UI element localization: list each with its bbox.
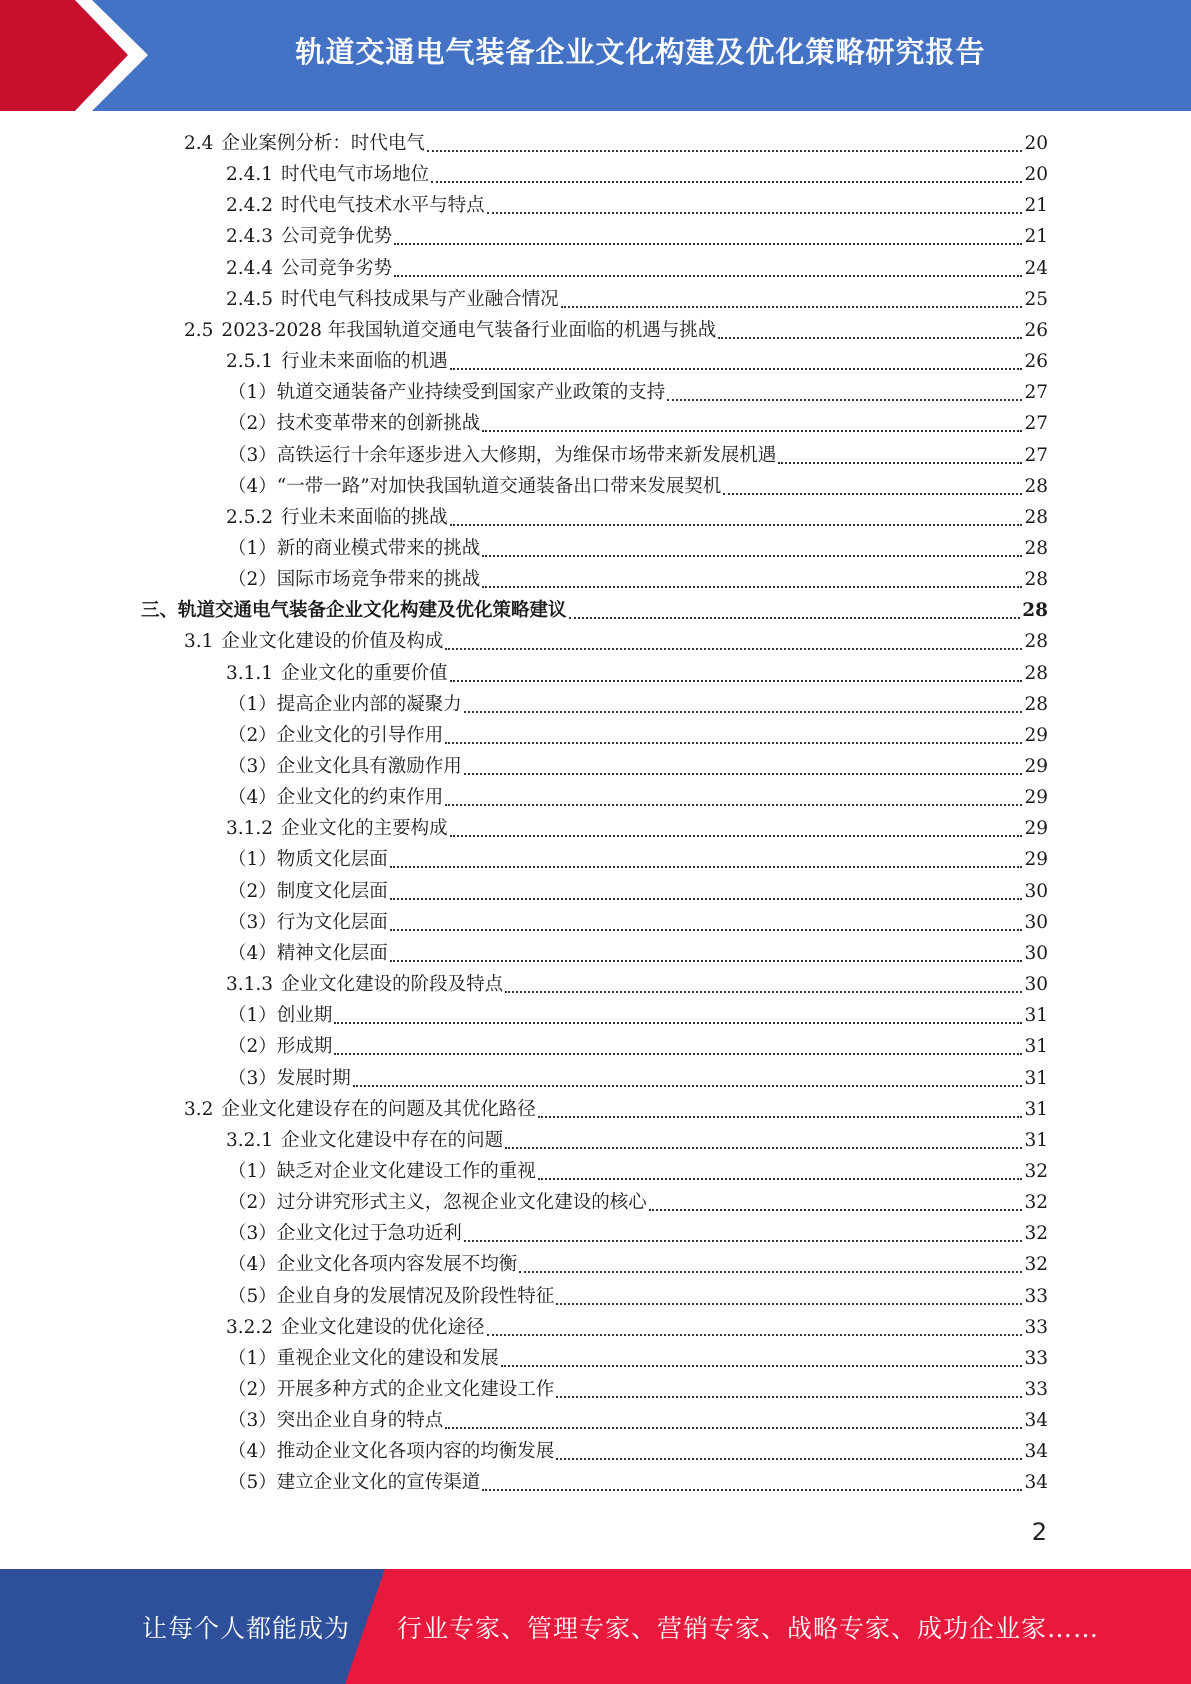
toc-entry-page: 28 <box>1024 631 1048 653</box>
toc-entry-page: 26 <box>1024 351 1048 373</box>
toc-leader-dots <box>538 1156 1023 1187</box>
toc-leader-dots <box>569 595 1021 626</box>
toc-entry-number: （3） <box>228 1067 277 1089</box>
toc-entry[interactable] <box>228 938 1048 969</box>
toc-leader-dots <box>390 876 1023 907</box>
toc-leader-dots <box>390 907 1023 938</box>
toc-leader-dots <box>445 720 1022 751</box>
toc-entry-number: （5） <box>228 1472 277 1494</box>
toc-entry-page: 31 <box>1024 1067 1048 1089</box>
toc-entry-title: 建立企业文化的宣传渠道 <box>276 1472 481 1494</box>
toc-entry[interactable] <box>226 969 1048 1000</box>
toc-entry-page: 31 <box>1024 1036 1048 1058</box>
toc-entry-title: 轨道交通电气装备企业文化构建及优化策略建议 <box>178 600 567 622</box>
toc-entry-title: 公司竞争优势 <box>281 226 393 248</box>
toc-entry-title: 企业文化建设的阶段及特点 <box>281 974 504 996</box>
toc-entry[interactable] <box>228 377 1048 408</box>
toc-leader-dots <box>482 564 1022 595</box>
toc-leader-dots <box>487 190 1023 221</box>
toc-entry[interactable] <box>228 782 1048 813</box>
toc-leader-dots <box>538 1094 1023 1125</box>
toc-entry[interactable] <box>228 844 1048 875</box>
toc-entry-page: 25 <box>1024 288 1048 310</box>
page-number: 2 <box>1031 1518 1047 1546</box>
toc-entry-number: （4） <box>228 1441 277 1463</box>
toc-entry[interactable] <box>228 1063 1048 1094</box>
toc-entry-title: 企业文化过于急功近利 <box>276 1223 462 1245</box>
toc-entry[interactable] <box>228 408 1048 439</box>
toc-entry-number: （4） <box>228 942 277 964</box>
toc-entry-page: 27 <box>1024 413 1048 435</box>
toc-entry-page: 32 <box>1024 1223 1048 1245</box>
toc-entry-page: 26 <box>1024 319 1048 341</box>
toc-entry[interactable] <box>228 471 1048 502</box>
toc-entry[interactable] <box>184 1094 1048 1125</box>
toc-leader-dots <box>519 1249 1022 1280</box>
toc-entry[interactable] <box>228 751 1048 782</box>
toc-entry[interactable] <box>228 1436 1048 1467</box>
toc-leader-dots <box>334 1000 1022 1031</box>
toc-entry[interactable] <box>228 1156 1048 1187</box>
toc-entry-page: 29 <box>1024 818 1048 840</box>
toc-entry-title: 轨道交通装备产业持续受到国家产业政策的支持 <box>276 382 666 404</box>
toc-entry[interactable] <box>184 128 1048 159</box>
toc-entry[interactable] <box>226 221 1048 252</box>
toc-leader-dots <box>487 1312 1023 1343</box>
toc-entry-number: 2.5.1 <box>226 351 274 373</box>
toc-entry[interactable] <box>228 1281 1048 1312</box>
toc-entry-page: 33 <box>1024 1285 1048 1307</box>
toc-entry-title: 国际市场竞争带来的挑战 <box>276 569 481 591</box>
toc-entry-page: 28 <box>1024 662 1048 684</box>
toc-entry[interactable] <box>228 720 1048 751</box>
toc-entry-number: 2.4.2 <box>226 195 274 217</box>
toc-entry-page: 27 <box>1024 444 1048 466</box>
toc-entry-page: 20 <box>1024 164 1048 186</box>
toc-entry-title: 企业文化建设中存在的问题 <box>281 1129 504 1151</box>
toc-entry-page: 20 <box>1024 133 1048 154</box>
toc-entry[interactable] <box>226 658 1048 689</box>
toc-entry-title: 企业文化的重要价值 <box>281 662 448 684</box>
toc-entry-number: 3.1 <box>184 631 214 653</box>
toc-entry-number: （1） <box>228 693 277 715</box>
toc-entry-title: 企业自身的发展情况及阶段性特征 <box>276 1285 555 1307</box>
toc-entry-page: 32 <box>1024 1160 1048 1182</box>
toc-entry[interactable] <box>228 533 1048 564</box>
toc-entry-title: 时代电气科技成果与产业融合情况 <box>281 288 559 310</box>
toc-entry[interactable] <box>228 1000 1048 1031</box>
toc-leader-dots <box>505 1125 1022 1156</box>
toc-leader-dots <box>334 1031 1022 1062</box>
toc-entry-number: （2） <box>228 1036 277 1058</box>
toc-entry-title: 2023-2028 年我国轨道交通电气装备行业面临的机遇与挑战 <box>221 319 717 341</box>
toc-entry-number: 2.4.5 <box>226 288 274 310</box>
toc-leader-dots <box>464 751 1023 782</box>
toc-leader-dots <box>445 626 1022 657</box>
toc-entry-page: 31 <box>1024 1005 1048 1027</box>
toc-entry-page: 30 <box>1024 974 1048 996</box>
toc-entry-page: 33 <box>1024 1316 1048 1338</box>
toc-leader-dots <box>505 969 1022 1000</box>
toc-entry[interactable] <box>228 1249 1048 1280</box>
toc-entry-title: 创业期 <box>276 1005 333 1027</box>
toc-entry-title: 重视企业文化的建设和发展 <box>276 1347 499 1369</box>
toc-entry[interactable] <box>226 1312 1048 1343</box>
toc-entry-page: 28 <box>1024 537 1048 559</box>
toc-entry-page: 29 <box>1024 756 1048 777</box>
toc-entry-number: 3.1.3 <box>226 974 274 996</box>
toc-entry-page: 28 <box>1024 475 1048 497</box>
toc-entry-number: 2.4.4 <box>226 257 274 279</box>
toc-entry-title: 新的商业模式带来的挑战 <box>276 537 481 559</box>
toc-entry-number: （2） <box>228 569 277 591</box>
toc-entry-number: （1） <box>228 1160 277 1182</box>
toc-entry-title: 提高企业内部的凝聚力 <box>276 693 462 715</box>
toc-entry[interactable] <box>228 1343 1048 1374</box>
toc-entry-page: 24 <box>1024 257 1048 279</box>
toc-leader-dots <box>482 1467 1022 1498</box>
toc-entry[interactable] <box>226 813 1048 844</box>
toc-entry-title: 形成期 <box>276 1036 333 1058</box>
toc-entry[interactable] <box>228 1218 1048 1249</box>
toc-entry-title: 公司竞争劣势 <box>281 257 393 279</box>
toc-entry-title: 行业未来面临的机遇 <box>281 351 448 373</box>
toc-leader-dots <box>353 1063 1023 1094</box>
toc-entry-title: “一带一路”对加快我国轨道交通装备出口带来发展契机 <box>276 475 722 497</box>
toc-entry[interactable] <box>226 159 1048 190</box>
toc-entry[interactable] <box>226 253 1048 284</box>
toc-leader-dots <box>450 502 1023 533</box>
toc-entry-number: （1） <box>228 537 277 559</box>
toc-entry-page: 29 <box>1024 849 1048 871</box>
toc-entry-number: （1） <box>228 849 277 871</box>
toc-entry[interactable] <box>184 626 1048 657</box>
toc-entry[interactable] <box>228 1031 1048 1062</box>
toc-leader-dots <box>427 128 1023 159</box>
toc-entry-page: 32 <box>1024 1192 1048 1214</box>
toc-entry-page: 32 <box>1024 1254 1048 1276</box>
toc-entry-title: 行为文化层面 <box>276 911 388 933</box>
toc-entry[interactable] <box>228 907 1048 938</box>
toc-leader-dots <box>718 315 1022 346</box>
toc-entry-title: 精神文化层面 <box>276 942 388 964</box>
toc-entry-page: 34 <box>1024 1472 1048 1494</box>
toc-leader-dots <box>394 221 1022 252</box>
toc-entry-title: 物质文化层面 <box>276 849 388 871</box>
toc-entry[interactable] <box>226 502 1048 533</box>
toc-leader-dots <box>556 1436 1022 1467</box>
toc-entry[interactable] <box>228 564 1048 595</box>
toc-entry-page: 29 <box>1024 787 1048 809</box>
toc-entry-page: 34 <box>1024 1410 1048 1432</box>
toc-leader-dots <box>450 346 1023 377</box>
toc-leader-dots <box>445 782 1022 813</box>
toc-entry-title: 企业文化的约束作用 <box>276 787 444 809</box>
toc-entry[interactable] <box>228 689 1048 720</box>
toc-entry[interactable] <box>226 1125 1048 1156</box>
toc-entry-page: 34 <box>1024 1441 1048 1463</box>
toc-entry-number: 三、 <box>141 600 179 622</box>
toc-entry-title: 行业未来面临的挑战 <box>281 506 448 528</box>
page-footer <box>0 1569 1191 1684</box>
toc-entry-number: 2.4 <box>184 133 214 154</box>
toc-entry-title: 技术变革带来的创新挑战 <box>276 413 481 435</box>
toc-leader-dots <box>390 938 1023 969</box>
toc-entry-number: （1） <box>228 1005 277 1027</box>
document-title: 轨道交通电气装备企业文化构建及优化策略研究报告 <box>295 35 986 69</box>
toc-entry-number: （5） <box>228 1285 277 1307</box>
toc-entry-title: 企业文化的引导作用 <box>276 724 444 746</box>
toc-entry-number: （4） <box>228 787 277 809</box>
toc-entry-page: 30 <box>1024 911 1048 933</box>
toc-entry-title: 企业文化建设的价值及构成 <box>221 631 444 653</box>
toc-entry-page: 29 <box>1024 724 1048 746</box>
toc-entry-number: 2.5 <box>184 319 214 341</box>
toc-entry-number: （4） <box>228 475 277 497</box>
toc-entry-title: 高铁运行十余年逐步进入大修期，为维保市场带来新发展机遇 <box>276 444 777 466</box>
toc-entry-page: 28 <box>1024 693 1048 715</box>
footer-slogan-right: 行业专家、管理专家、营销专家、战略专家、成功企业家…… <box>397 1613 1100 1643</box>
toc-entry-number: （1） <box>228 382 277 404</box>
toc-entry-page: 27 <box>1024 382 1048 404</box>
toc-entry-page: 28 <box>1024 569 1048 591</box>
toc-entry[interactable] <box>141 595 1048 626</box>
toc-entry-number: （1） <box>228 1347 277 1369</box>
toc-entry-number: （2） <box>228 724 277 746</box>
toc-entry-number: （2） <box>228 413 277 435</box>
toc-entry-number: （3） <box>228 911 277 933</box>
toc-entry-number: （3） <box>228 444 277 466</box>
toc-leader-dots <box>556 1281 1022 1312</box>
toc-entry-title: 发展时期 <box>276 1067 351 1089</box>
toc-entry-title: 企业文化建设存在的问题及其优化路径 <box>221 1098 536 1120</box>
toc-entry-title: 制度文化层面 <box>276 880 388 902</box>
toc-entry-page: 33 <box>1024 1379 1048 1400</box>
toc-entry[interactable] <box>184 315 1048 346</box>
toc-entry[interactable] <box>228 1405 1048 1436</box>
toc-entry-number: （2） <box>228 1379 277 1400</box>
toc-entry-number: （4） <box>228 1254 277 1276</box>
toc-leader-dots <box>778 440 1022 471</box>
toc-entry-number: （2） <box>228 880 277 902</box>
toc-leader-dots <box>390 844 1023 875</box>
toc-entry-page: 21 <box>1024 195 1048 217</box>
toc-entry-number: 2.4.1 <box>226 164 274 186</box>
toc-entry-title: 时代电气市场地位 <box>281 164 430 186</box>
toc-leader-dots <box>394 253 1022 284</box>
toc-entry[interactable] <box>226 190 1048 221</box>
toc-entry[interactable] <box>228 440 1048 471</box>
toc-leader-dots <box>561 284 1023 315</box>
toc-entry-number: 2.5.2 <box>226 506 274 528</box>
toc-entry-title: 缺乏对企业文化建设工作的重视 <box>276 1160 536 1182</box>
toc-entry-page: 30 <box>1024 880 1048 902</box>
toc-leader-dots <box>501 1343 1023 1374</box>
toc-entry-title: 企业文化建设的优化途径 <box>281 1316 485 1338</box>
toc-entry-number: （3） <box>228 756 277 777</box>
toc-entry-title: 时代电气技术水平与特点 <box>281 195 485 217</box>
toc-entry[interactable] <box>228 1187 1048 1218</box>
toc-entry[interactable] <box>228 1374 1048 1405</box>
page-header <box>0 0 1191 111</box>
toc-entry[interactable] <box>228 1467 1048 1498</box>
toc-entry-title: 过分讲究形式主义，忽视企业文化建设的核心 <box>276 1192 647 1214</box>
toc-entry-title: 企业文化的主要构成 <box>281 818 448 840</box>
toc-entry-page: 28 <box>1024 506 1048 528</box>
toc-entry-title: 突出企业自身的特点 <box>276 1410 444 1432</box>
toc-entry-number: （3） <box>228 1410 277 1432</box>
toc-entry-number: （3） <box>228 1223 277 1245</box>
toc-entry-page: 30 <box>1024 942 1048 964</box>
toc-leader-dots <box>649 1187 1023 1218</box>
toc-entry-number: 2.4.3 <box>226 226 274 248</box>
toc-entry-title: 企业文化具有激励作用 <box>276 756 462 777</box>
toc-leader-dots <box>450 658 1023 689</box>
footer-slogan-left: 让每个人都能成为 <box>142 1613 351 1643</box>
toc-entry[interactable] <box>226 284 1048 315</box>
toc-leader-dots <box>431 159 1022 190</box>
toc-entry-title: 推动企业文化各项内容的均衡发展 <box>276 1441 555 1463</box>
toc-entry-number: 3.2 <box>184 1098 214 1120</box>
toc-entry[interactable] <box>226 346 1048 377</box>
toc-leader-dots <box>482 533 1022 564</box>
toc-entry[interactable] <box>228 876 1048 907</box>
toc-leader-dots <box>445 1405 1022 1436</box>
toc-entry-page: 28 <box>1022 600 1048 622</box>
toc-leader-dots <box>464 689 1023 720</box>
toc-entry-page: 21 <box>1024 226 1048 248</box>
toc-leader-dots <box>482 408 1022 439</box>
toc-entry-title: 企业案例分析：时代电气 <box>221 133 425 154</box>
toc-entry-number: 3.1.1 <box>226 662 274 684</box>
toc-entry-title: 开展多种方式的企业文化建设工作 <box>276 1379 555 1400</box>
toc-entry-number: 3.2.2 <box>226 1316 274 1338</box>
toc-leader-dots <box>723 471 1022 502</box>
toc-entry-title: 企业文化各项内容发展不均衡 <box>276 1254 518 1276</box>
toc-entry-number: （2） <box>228 1192 277 1214</box>
toc-entry-page: 31 <box>1024 1129 1048 1151</box>
toc-leader-dots <box>464 1218 1023 1249</box>
toc-entry-number: 3.1.2 <box>226 818 274 840</box>
toc-leader-dots <box>667 377 1022 408</box>
toc-entry-number: 3.2.1 <box>226 1129 274 1151</box>
toc-entry-page: 33 <box>1024 1347 1048 1369</box>
toc-leader-dots <box>450 813 1023 844</box>
toc-entry-page: 31 <box>1024 1098 1048 1120</box>
toc-leader-dots <box>556 1374 1022 1405</box>
